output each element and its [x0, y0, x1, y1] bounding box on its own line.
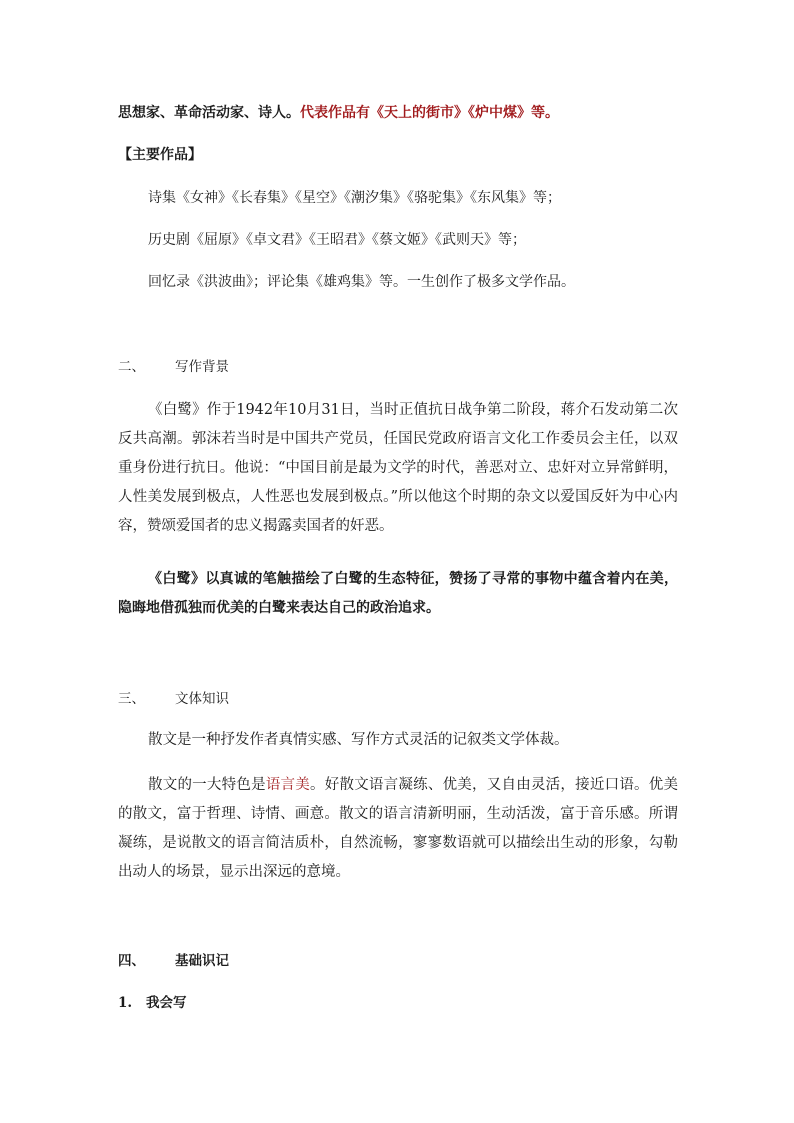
works-item-drama: 历史剧《屈原》《卓文君》《王昭君》《蔡文姬》《武则天》等；: [148, 232, 526, 248]
section-2-title: 写作背景: [175, 359, 229, 375]
section-3-paragraph-1: 散文是一种抒发作者真情实感、写作方式灵活的记叙类文学体裁。: [148, 732, 569, 748]
section-2-paragraph-2: 《白鹭》以真诚的笔触描绘了白鹭的生态特征，赞扬了寻常的事物中蕴含着内在美，隐晦地借孤独而优美的白鹭来表达自己的政治追求。: [118, 571, 678, 616]
section-4-number: 四、: [118, 953, 145, 969]
intro-prefix: 思想家、革命活动家、诗人。: [118, 105, 300, 121]
works-title: 【主要作品】: [118, 147, 202, 163]
works-item-poetry: 诗集《女神》《长春集》《星空》《潮汐集》《骆驼集》《东风集》等；: [148, 190, 561, 206]
subsection-1-number: 1.: [118, 995, 133, 1011]
section-3-paragraph-2: [118, 771, 678, 887]
section-3-number: 三、: [118, 691, 145, 707]
section-2-heading: [118, 357, 229, 377]
section-3-paragraph-2-rest: 。好散文语言凝练、优美，又自由灵活，接近口语。优美的散文，富于哲理、诗情、画意。散文的语言清新明丽，生动活泼，富于音乐感。所谓凝练，是说散文的语言简洁质朴，自然流畅，寥寥数语就可以描绘出生动的形象，勾勒出动人的场景，显示出深远的意境。: [118, 777, 678, 880]
section-3-title: 文体知识: [175, 691, 229, 707]
section-4-heading: [118, 951, 229, 971]
intro-highlight: 代表作品有《天上的街市》《炉中煤》等。: [300, 105, 559, 121]
section-2-number: 二、: [118, 359, 145, 375]
section-4-title: 基础识记: [175, 953, 229, 969]
section-3-heading: [118, 689, 229, 709]
intro-line: [118, 103, 559, 123]
subsection-1-title: 我会写: [146, 995, 187, 1011]
works-item-memoir: 回忆录《洪波曲》；评论集《雄鸡集》等。一生创作了极多文学作品。: [148, 274, 575, 290]
section-3-keyword: 语言美: [265, 777, 311, 793]
section-2-paragraph-1: 《白鹭》作于1942年10月31日，当时正值抗日战争第二阶段，蒋介石发动第二次反共高潮。郭沫若当时是中国共产党员，任国民党政府语言文化工作委员会主任，以双重身份进行抗日。他说：“中国目前是最为文学的时代，善恶对立、忠奸对立异常鲜明，人性美发展到极点，人性恶也发展到极点。”所以他这个时期的杂文以爱国反奸为中心内容，赞颂爱国者的忠义揭露卖国者的奸恶。: [118, 402, 678, 534]
subsection-1-heading: [118, 993, 187, 1013]
section-3-paragraph-2-prefix: 散文的一大特色是: [148, 777, 266, 793]
